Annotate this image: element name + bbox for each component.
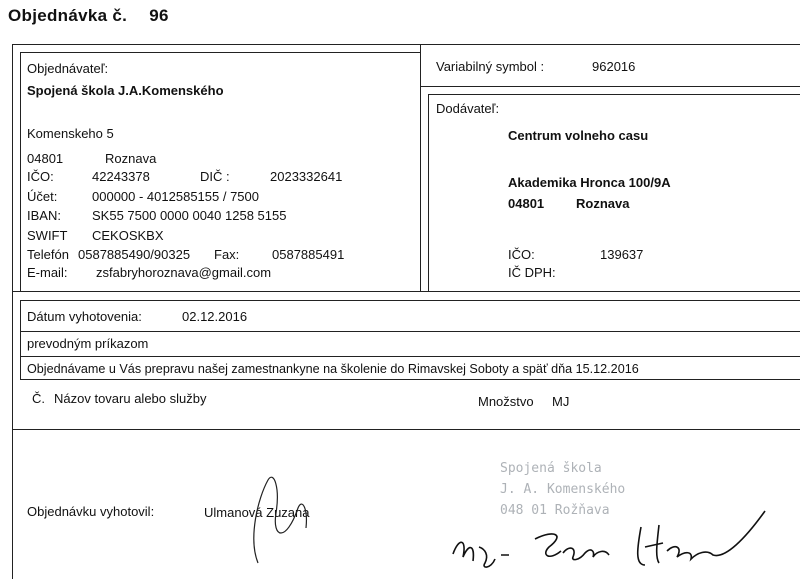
orderer-ico-label: IČO: [27, 169, 54, 184]
orderer-account: 000000 - 4012585155 / 7500 [92, 189, 259, 204]
orderer-phone: 0587885490/90325 [78, 247, 191, 262]
frame-top [12, 44, 800, 45]
orderer-dic-label: DIČ : [200, 169, 230, 184]
date-value: 02.12.2016 [182, 309, 248, 324]
orderer-phone-label: Telefón [27, 247, 69, 262]
orderer-box-left [20, 52, 21, 291]
supplier-city: Roznava [576, 196, 630, 211]
supplier-street: Akademika Hronca 100/9A [508, 175, 671, 190]
order-text-row-top [20, 356, 800, 357]
orderer-zip: 04801 [27, 151, 64, 166]
orderer-account-label: Účet: [27, 189, 58, 204]
order-number: 96 [149, 6, 169, 25]
supplier-icdph-label: IČ DPH: [508, 265, 556, 280]
orderer-email-label: E-mail: [27, 265, 68, 280]
order-title-label: Objednávka č. [8, 6, 128, 25]
orderer-street: Komenskeho 5 [27, 126, 114, 141]
order-description: Objednávame u Vás prepravu našej zamestnankyne na školenie do Rimavskej Soboty a späť dňa 15.12.2016 [27, 362, 639, 376]
stamp-line-2: J. A. Komenského [500, 482, 626, 497]
vs-box-bottom [420, 86, 800, 87]
variable-symbol-value: 962016 [592, 59, 636, 74]
header-divider [420, 44, 421, 291]
orderer-dic: 2023332641 [270, 169, 343, 184]
orderer-ico: 42243378 [92, 169, 150, 184]
variable-symbol-label: Variabilný symbol : [436, 59, 545, 74]
supplier-name: Centrum volneho casu [508, 128, 649, 143]
supplier-zip: 04801 [508, 196, 545, 211]
date-row-top [20, 300, 800, 301]
frame-left [12, 44, 13, 579]
made-by-name: Ulmanová Zuzana [204, 505, 310, 520]
director-signature [445, 499, 795, 579]
items-row-top [20, 379, 800, 380]
stamp-line-3: 048 01 Rožňava [500, 503, 610, 518]
issuer-signature [238, 468, 328, 578]
orderer-name: Spojená škola J.A.Komenského [27, 83, 224, 98]
made-by-label: Objednávku vyhotovil: [27, 504, 155, 519]
orderer-fax: 0587885491 [272, 247, 345, 262]
items-header-bottom [12, 429, 800, 430]
orderer-box-top [20, 52, 420, 53]
supplier-ico: 139637 [600, 247, 644, 262]
supplier-heading: Dodávateľ: [436, 101, 500, 116]
header-bottom [12, 291, 800, 292]
payment-method: prevodným príkazom [27, 336, 149, 351]
orderer-iban-label: IBAN: [27, 208, 61, 223]
items-col-unit: MJ [552, 394, 570, 409]
supplier-box-top [428, 94, 800, 95]
supplier-ico-label: IČO: [508, 247, 535, 262]
supplier-box-left [428, 94, 429, 291]
items-col-number: Č. [32, 391, 45, 406]
orderer-swift-label: SWIFT [27, 228, 68, 243]
orderer-email: zsfabryhoroznava@gmail.com [96, 265, 272, 280]
orderer-iban: SK55 7500 0000 0040 1258 5155 [92, 208, 287, 223]
stamp-line-1: Spojená škola [500, 461, 602, 476]
orderer-swift: CEKOSKBX [92, 228, 164, 243]
date-row-left [20, 300, 21, 379]
orderer-fax-label: Fax: [214, 247, 240, 262]
payment-row-top [20, 331, 800, 332]
date-label: Dátum vyhotovenia: [27, 309, 142, 324]
orderer-heading: Objednávateľ: [27, 61, 109, 76]
items-col-name: Názov tovaru alebo služby [54, 391, 207, 406]
order-title [8, 6, 169, 26]
orderer-city: Roznava [105, 151, 157, 166]
items-col-quantity: Množstvo [478, 394, 534, 409]
